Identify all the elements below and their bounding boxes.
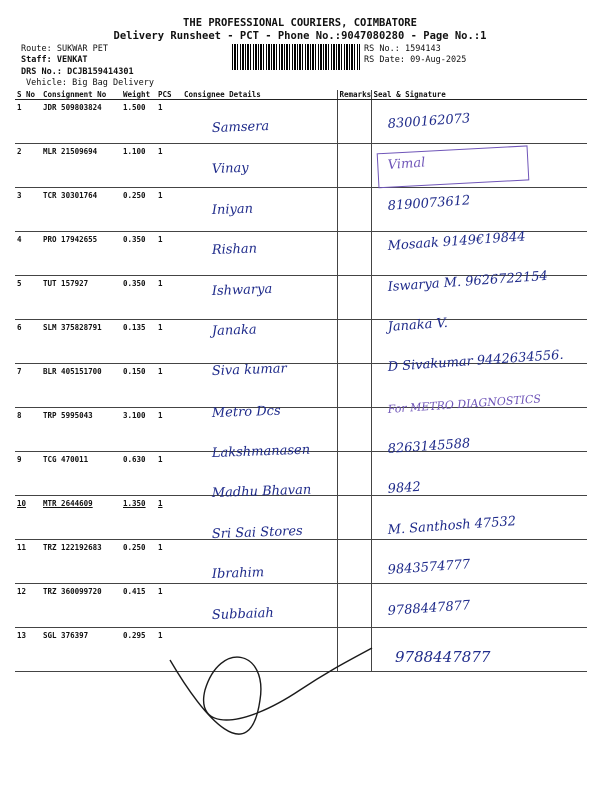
- cell-remarks: [337, 320, 371, 364]
- cell-pcs: 1: [156, 320, 182, 364]
- consignee-handwriting: Janaka: [211, 322, 257, 339]
- cell-pcs: 1: [156, 276, 182, 320]
- consignee-handwriting: Iniyan: [211, 201, 254, 218]
- cell-seal: [371, 628, 587, 672]
- cell-sno: 4: [15, 232, 41, 276]
- cell-seal: [371, 364, 587, 408]
- cell-sno: 12: [15, 584, 41, 628]
- table-row: [15, 496, 587, 540]
- cell-consignment: TCR 30301764: [41, 188, 121, 232]
- cell-consignee: [182, 144, 337, 188]
- col-header-consignee: Consignee Details: [182, 90, 337, 100]
- cell-seal: [371, 232, 587, 276]
- col-header-pcs: PCS: [156, 90, 182, 100]
- cell-weight: 0.250: [121, 540, 156, 584]
- consignee-handwriting: Siva kumar: [211, 361, 287, 379]
- cell-remarks: [337, 232, 371, 276]
- cell-remarks: [337, 100, 371, 144]
- table-row: [15, 408, 587, 452]
- seal-handwriting: Mosaak 9149€19844: [387, 229, 526, 254]
- seal-handwriting: 8300162073: [387, 111, 471, 132]
- cell-consignment: TRZ 122192683: [41, 540, 121, 584]
- seal-handwriting: 8263145588: [387, 436, 471, 457]
- col-header-seal: Seal & Signature: [371, 90, 587, 100]
- table-row: [15, 232, 587, 276]
- vehicle-field: Vehicle: Big Bag Delivery: [26, 78, 154, 88]
- cell-consignee: [182, 408, 337, 452]
- consignee-handwriting: Rishan: [211, 241, 258, 258]
- cell-weight: 0.150: [121, 364, 156, 408]
- cell-remarks: [337, 408, 371, 452]
- cell-seal: [371, 188, 587, 232]
- cell-consignee: [182, 628, 337, 672]
- seal-handwriting: Vimal: [387, 155, 426, 173]
- cell-remarks: [337, 584, 371, 628]
- page-title: THE PROFESSIONAL COURIERS, COIMBATORE: [183, 17, 417, 29]
- cell-pcs: 1: [156, 232, 182, 276]
- cell-pcs: 1: [156, 584, 182, 628]
- col-header-sno: S No: [15, 90, 41, 100]
- table-row: [15, 584, 587, 628]
- cell-weight: 0.135: [121, 320, 156, 364]
- barcode: [232, 44, 360, 70]
- cell-consignment: MLR 21509694: [41, 144, 121, 188]
- table-row: [15, 276, 587, 320]
- cell-remarks: [337, 628, 371, 672]
- table-row: [15, 364, 587, 408]
- cell-pcs: 1: [156, 364, 182, 408]
- cell-weight: 0.250: [121, 188, 156, 232]
- seal-handwriting: 9788447877: [387, 598, 471, 619]
- cell-pcs: 1: [156, 540, 182, 584]
- cell-consignment: SLM 375828791: [41, 320, 121, 364]
- cell-seal: [371, 276, 587, 320]
- cell-remarks: [337, 188, 371, 232]
- seal-handwriting: Iswarya M. 9626722154: [387, 268, 549, 295]
- cell-pcs: 1: [156, 144, 182, 188]
- cell-consignee: [182, 320, 337, 364]
- consignee-handwriting: Madhu Bhavan: [211, 482, 312, 501]
- cell-sno: 2: [15, 144, 41, 188]
- table-row: [15, 144, 587, 188]
- cell-consignee: [182, 540, 337, 584]
- table-row: [15, 188, 587, 232]
- seal-handwriting: D Sivakumar 9442634556.: [387, 347, 565, 375]
- drs-field: DRS No.: DCJB159414301: [21, 67, 134, 77]
- cell-weight: 3.100: [121, 408, 156, 452]
- cell-seal: [371, 584, 587, 628]
- consignee-handwriting: Ishwarya: [211, 281, 273, 299]
- cell-weight: 0.415: [121, 584, 156, 628]
- cell-weight: 0.630: [121, 452, 156, 496]
- cell-seal: [371, 408, 587, 452]
- cell-sno: 7: [15, 364, 41, 408]
- consignee-handwriting: Subbaiah: [211, 605, 275, 623]
- cell-seal: [371, 452, 587, 496]
- cell-sno: 11: [15, 540, 41, 584]
- cell-weight: 1.100: [121, 144, 156, 188]
- col-header-consignment: Consignment No: [41, 90, 121, 100]
- cell-sno: 6: [15, 320, 41, 364]
- consignee-handwriting: Samsera: [211, 119, 270, 136]
- cell-consignment: TRP 5995043: [41, 408, 121, 452]
- cell-sno: 8: [15, 408, 41, 452]
- rs-no-field: RS No.: 1594143: [364, 44, 441, 54]
- seal-handwriting: 8190073612: [387, 193, 471, 214]
- table-row: [15, 540, 587, 584]
- consignee-handwriting: Ibrahim: [211, 565, 265, 582]
- cell-consignee: [182, 100, 337, 144]
- seal-handwriting: 9843574777: [387, 557, 471, 578]
- cell-pcs: 1: [156, 188, 182, 232]
- cell-remarks: [337, 144, 371, 188]
- cell-pcs: 1: [156, 100, 182, 144]
- cell-sno: 10: [15, 496, 41, 540]
- extra-phone-handwriting: 9788447877: [395, 648, 491, 666]
- cell-seal: [371, 540, 587, 584]
- cell-pcs: 1: [156, 628, 182, 672]
- table-row: [15, 628, 587, 672]
- cell-consignment: BLR 405151700: [41, 364, 121, 408]
- cell-pcs: 1: [156, 408, 182, 452]
- staff-field: Staff: VENKAT: [21, 55, 88, 65]
- page-subtitle: Delivery Runsheet - PCT - Phone No.:9047080280 - Page No.:1: [113, 30, 487, 42]
- cell-seal: [371, 144, 587, 188]
- table-header-row: [15, 90, 587, 100]
- cell-seal: [371, 320, 587, 364]
- cell-consignment: TCG 470011: [41, 452, 121, 496]
- cell-consignee: [182, 584, 337, 628]
- cell-remarks: [337, 276, 371, 320]
- cell-weight: 1.350: [121, 496, 156, 540]
- consignee-handwriting: Metro Dcs: [211, 403, 281, 421]
- route-field: Route: SUKWAR PET: [21, 44, 109, 54]
- cell-pcs: 1: [156, 496, 182, 540]
- cell-weight: 0.350: [121, 276, 156, 320]
- cell-consignee: [182, 452, 337, 496]
- cell-pcs: 1: [156, 452, 182, 496]
- cell-sno: 1: [15, 100, 41, 144]
- cell-consignee: [182, 276, 337, 320]
- cell-weight: 0.350: [121, 232, 156, 276]
- cell-sno: 5: [15, 276, 41, 320]
- cell-consignment: PRO 17942655: [41, 232, 121, 276]
- cell-consignment: TUT 157927: [41, 276, 121, 320]
- table-row: [15, 320, 587, 364]
- seal-handwriting: 9842: [387, 479, 422, 497]
- consignee-handwriting: Vinay: [211, 160, 249, 177]
- col-header-remarks: Remarks: [337, 90, 371, 100]
- cell-remarks: [337, 364, 371, 408]
- cell-remarks: [337, 496, 371, 540]
- cell-consignment: MTR 2644609: [41, 496, 121, 540]
- consignee-handwriting: Sri Sai Stores: [211, 523, 303, 542]
- cell-sno: 3: [15, 188, 41, 232]
- table-row: [15, 452, 587, 496]
- consignee-handwriting: Lakshmanasen: [211, 442, 311, 461]
- cell-sno: 13: [15, 628, 41, 672]
- cell-remarks: [337, 540, 371, 584]
- cell-remarks: [337, 452, 371, 496]
- cell-consignment: JDR 509803824: [41, 100, 121, 144]
- seal-handwriting: Janaka V.: [387, 315, 449, 335]
- cell-consignee: [182, 188, 337, 232]
- cell-seal: [371, 100, 587, 144]
- seal-handwriting: M. Santhosh 47532: [387, 514, 517, 538]
- col-header-weight: Weight: [121, 90, 156, 100]
- cell-consignee: [182, 496, 337, 540]
- cell-consignee: [182, 364, 337, 408]
- table-row: [15, 100, 587, 144]
- cell-consignee: [182, 232, 337, 276]
- cell-consignment: SGL 376397: [41, 628, 121, 672]
- rs-date-field: RS Date: 09-Aug-2025: [364, 55, 467, 65]
- runsheet-table: [15, 90, 587, 672]
- seal-handwriting: For METRO DIAGNOSTICS: [387, 392, 542, 416]
- cell-weight: 1.500: [121, 100, 156, 144]
- cell-seal: [371, 496, 587, 540]
- cell-weight: 0.295: [121, 628, 156, 672]
- cell-sno: 9: [15, 452, 41, 496]
- cell-consignment: TRZ 360099720: [41, 584, 121, 628]
